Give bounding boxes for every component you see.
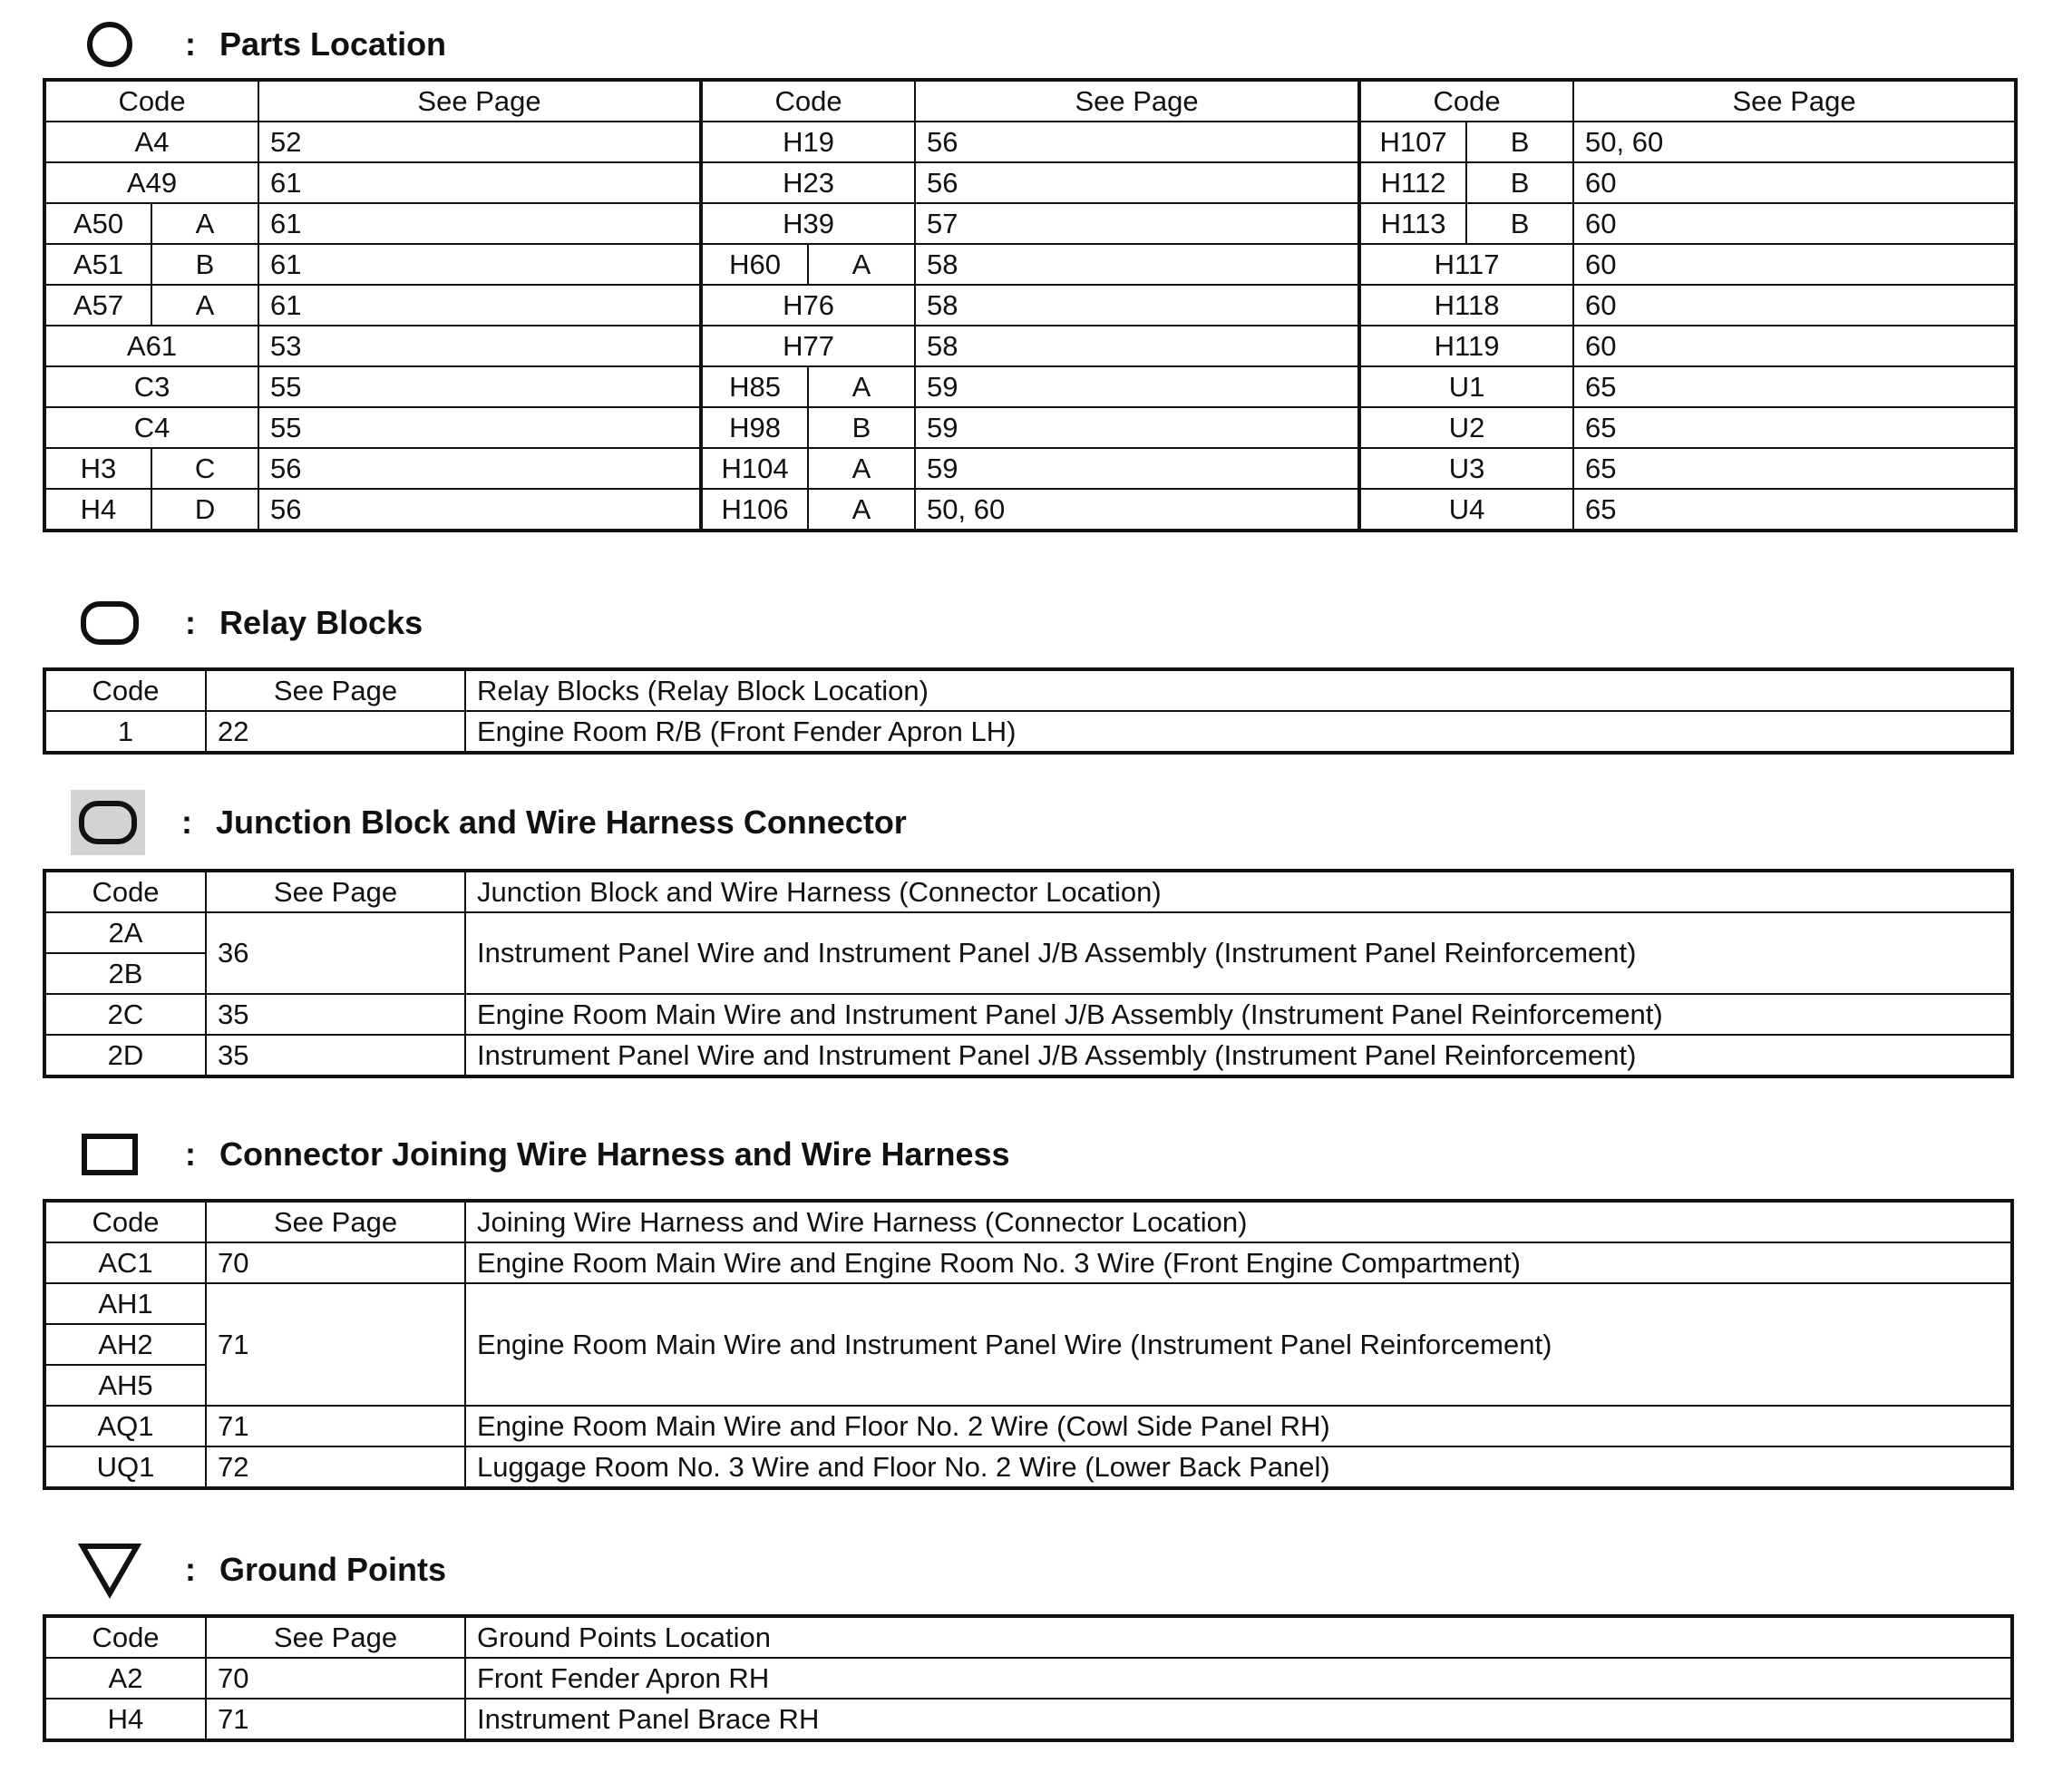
code-cell: AH2 <box>44 1324 206 1365</box>
see-page-cell: 60 <box>1573 244 2016 285</box>
see-page-cell: 58 <box>915 244 1359 285</box>
table-row <box>44 994 2012 1035</box>
see-page-cell: 50, 60 <box>1573 122 2016 162</box>
table-row <box>44 912 2012 953</box>
section-title: Parts Location <box>219 25 447 63</box>
code-cell: UQ1 <box>44 1446 206 1488</box>
description-cell: Engine Room R/B (Front Fender Apron LH) <box>465 711 2012 753</box>
column-header-code: Code <box>701 80 915 122</box>
see-page-cell: 60 <box>1573 285 2016 326</box>
sub-code-cell: D <box>151 489 258 531</box>
see-page-cell: 59 <box>915 407 1359 448</box>
code-cell: A57 <box>44 285 151 326</box>
see-page-cell: 50, 60 <box>915 489 1359 531</box>
code-cell: H117 <box>1359 244 1573 285</box>
see-page-cell: 59 <box>915 448 1359 489</box>
see-page-cell: 71 <box>206 1699 465 1740</box>
see-page-cell: 55 <box>258 366 701 407</box>
column-header-code: Code <box>44 669 206 711</box>
description-cell: Instrument Panel Wire and Instrument Panel J/B Assembly (Instrument Panel Reinforcement) <box>465 912 2012 994</box>
section-title: Junction Block and Wire Harness Connector <box>216 803 907 841</box>
sub-code-cell: A <box>808 489 915 531</box>
sub-code-cell: B <box>1466 162 1573 203</box>
column-header-code: Code <box>44 1616 206 1658</box>
see-page-cell: 55 <box>258 407 701 448</box>
description-cell: Engine Room Main Wire and Engine Room No. 3 Wire (Front Engine Compartment) <box>465 1242 2012 1283</box>
table-row <box>44 448 2016 489</box>
connector-joining-heading <box>71 1123 1010 1186</box>
code-cell: H4 <box>44 489 151 531</box>
see-page-cell: 61 <box>258 203 701 244</box>
column-header-see-page: See Page <box>1573 80 2016 122</box>
see-page-cell: 60 <box>1573 326 2016 366</box>
heading-colon: : <box>185 25 196 63</box>
table-row <box>44 203 2016 244</box>
see-page-cell: 56 <box>915 122 1359 162</box>
column-header-code: Code <box>44 80 258 122</box>
sub-code-cell: C <box>151 448 258 489</box>
see-page-cell: 61 <box>258 285 701 326</box>
see-page-cell: 70 <box>206 1242 465 1283</box>
code-cell: 2D <box>44 1035 206 1076</box>
see-page-cell: 22 <box>206 711 465 753</box>
sub-code-cell: B <box>808 407 915 448</box>
code-cell: H104 <box>701 448 808 489</box>
see-page-cell: 52 <box>258 122 701 162</box>
code-cell: 2B <box>44 953 206 994</box>
code-cell: AC1 <box>44 1242 206 1283</box>
column-header-description: Relay Blocks (Relay Block Location) <box>465 669 2012 711</box>
code-cell: 1 <box>44 711 206 753</box>
see-page-cell: 53 <box>258 326 701 366</box>
parts-location-table <box>43 78 2018 532</box>
code-cell: H76 <box>701 285 915 326</box>
see-page-cell: 56 <box>258 448 701 489</box>
table-row <box>44 285 2016 326</box>
sub-code-cell: B <box>1466 203 1573 244</box>
code-cell: U2 <box>1359 407 1573 448</box>
see-page-cell: 61 <box>258 244 701 285</box>
description-cell: Instrument Panel Brace RH <box>465 1699 2012 1740</box>
see-page-cell: 58 <box>915 326 1359 366</box>
code-cell: H23 <box>701 162 915 203</box>
column-header-see-page: See Page <box>258 80 701 122</box>
code-cell: H98 <box>701 407 808 448</box>
sub-code-cell: A <box>808 366 915 407</box>
column-header-see-page: See Page <box>915 80 1359 122</box>
heading-colon: : <box>185 604 196 641</box>
code-cell: 2C <box>44 994 206 1035</box>
description-cell: Engine Room Main Wire and Instrument Panel Wire (Instrument Panel Reinforcement) <box>465 1283 2012 1406</box>
code-cell: A4 <box>44 122 258 162</box>
table-row <box>44 1699 2012 1740</box>
sub-code-cell: B <box>1466 122 1573 162</box>
table-row <box>44 122 2016 162</box>
section-title: Connector Joining Wire Harness and Wire Harness <box>219 1135 1010 1173</box>
description-cell: Engine Room Main Wire and Floor No. 2 Wire (Cowl Side Panel RH) <box>465 1406 2012 1446</box>
table-header-row <box>44 80 2016 122</box>
code-cell: H19 <box>701 122 915 162</box>
table-row <box>44 1242 2012 1283</box>
heading-colon: : <box>185 1551 196 1588</box>
description-cell: Instrument Panel Wire and Instrument Panel J/B Assembly (Instrument Panel Reinforcement) <box>465 1035 2012 1076</box>
code-cell: AQ1 <box>44 1406 206 1446</box>
code-cell: H85 <box>701 366 808 407</box>
see-page-cell: 59 <box>915 366 1359 407</box>
code-cell: A61 <box>44 326 258 366</box>
code-cell: A49 <box>44 162 258 203</box>
table-row <box>44 326 2016 366</box>
table-row <box>44 162 2016 203</box>
code-cell: H113 <box>1359 203 1466 244</box>
see-page-cell: 35 <box>206 1035 465 1076</box>
table-header-row <box>44 1616 2012 1658</box>
see-page-cell: 58 <box>915 285 1359 326</box>
code-cell: U1 <box>1359 366 1573 407</box>
column-header-code: Code <box>44 1201 206 1242</box>
rounded-rectangle-icon <box>71 591 149 655</box>
table-row <box>44 407 2016 448</box>
code-cell: C3 <box>44 366 258 407</box>
table-header-row <box>44 669 2012 711</box>
column-header-description: Ground Points Location <box>465 1616 2012 1658</box>
table-header-row <box>44 1201 2012 1242</box>
column-header-code: Code <box>1359 80 1573 122</box>
table-row <box>44 489 2016 531</box>
table-header-row <box>44 871 2012 912</box>
sub-code-cell: A <box>808 448 915 489</box>
see-page-cell: 65 <box>1573 489 2016 531</box>
ground-points-table <box>43 1614 2014 1742</box>
sub-code-cell: A <box>151 285 258 326</box>
column-header-see-page: See Page <box>206 871 465 912</box>
table-row <box>44 244 2016 285</box>
table-row <box>44 1406 2012 1446</box>
relay-blocks-heading <box>71 591 423 655</box>
see-page-cell: 56 <box>258 489 701 531</box>
see-page-cell: 36 <box>206 912 465 994</box>
circle-icon <box>71 13 149 76</box>
see-page-cell: 71 <box>206 1283 465 1406</box>
code-cell: H106 <box>701 489 808 531</box>
code-cell: A51 <box>44 244 151 285</box>
code-cell: H119 <box>1359 326 1573 366</box>
code-cell: A2 <box>44 1658 206 1699</box>
see-page-cell: 61 <box>258 162 701 203</box>
code-cell: H107 <box>1359 122 1466 162</box>
code-cell: H118 <box>1359 285 1573 326</box>
table-row <box>44 1283 2012 1324</box>
parts-location-heading <box>71 13 446 76</box>
see-page-cell: 70 <box>206 1658 465 1699</box>
column-header-description: Junction Block and Wire Harness (Connector Location) <box>465 871 2012 912</box>
sub-code-cell: A <box>808 244 915 285</box>
see-page-cell: 65 <box>1573 448 2016 489</box>
table-row <box>44 1035 2012 1076</box>
code-cell: AH5 <box>44 1365 206 1406</box>
see-page-cell: 65 <box>1573 407 2016 448</box>
column-header-see-page: See Page <box>206 1201 465 1242</box>
see-page-cell: 60 <box>1573 162 2016 203</box>
see-page-cell: 60 <box>1573 203 2016 244</box>
relay-blocks-table <box>43 667 2014 755</box>
heading-colon: : <box>181 803 192 841</box>
code-cell: U4 <box>1359 489 1573 531</box>
junction-block-table <box>43 869 2014 1078</box>
section-title: Relay Blocks <box>219 604 423 641</box>
heading-colon: : <box>185 1135 196 1173</box>
table-row <box>44 1446 2012 1488</box>
description-cell: Engine Room Main Wire and Instrument Panel J/B Assembly (Instrument Panel Reinforcement) <box>465 994 2012 1035</box>
code-cell: H3 <box>44 448 151 489</box>
table-row <box>44 366 2016 407</box>
code-cell: H39 <box>701 203 915 244</box>
code-cell: C4 <box>44 407 258 448</box>
sub-code-cell: A <box>151 203 258 244</box>
code-cell: H60 <box>701 244 808 285</box>
rectangle-icon <box>71 1123 149 1186</box>
description-cell: Luggage Room No. 3 Wire and Floor No. 2 Wire (Lower Back Panel) <box>465 1446 2012 1488</box>
code-cell: H77 <box>701 326 915 366</box>
code-cell: 2A <box>44 912 206 953</box>
column-header-code: Code <box>44 871 206 912</box>
table-row <box>44 1658 2012 1699</box>
column-header-see-page: See Page <box>206 669 465 711</box>
see-page-cell: 35 <box>206 994 465 1035</box>
sub-code-cell: B <box>151 244 258 285</box>
code-cell: U3 <box>1359 448 1573 489</box>
column-header-description: Joining Wire Harness and Wire Harness (Connector Location) <box>465 1201 2012 1242</box>
shaded-rounded-rectangle-icon <box>71 790 145 855</box>
down-triangle-icon <box>71 1538 149 1602</box>
table-row <box>44 711 2012 753</box>
connector-joining-table <box>43 1199 2014 1490</box>
code-cell: AH1 <box>44 1283 206 1324</box>
code-cell: H112 <box>1359 162 1466 203</box>
see-page-cell: 71 <box>206 1406 465 1446</box>
see-page-cell: 65 <box>1573 366 2016 407</box>
code-cell: A50 <box>44 203 151 244</box>
see-page-cell: 57 <box>915 203 1359 244</box>
junction-block-heading <box>71 791 907 854</box>
section-title: Ground Points <box>219 1551 446 1588</box>
column-header-see-page: See Page <box>206 1616 465 1658</box>
ground-points-heading <box>71 1538 446 1602</box>
see-page-cell: 72 <box>206 1446 465 1488</box>
see-page-cell: 56 <box>915 162 1359 203</box>
code-cell: H4 <box>44 1699 206 1740</box>
description-cell: Front Fender Apron RH <box>465 1658 2012 1699</box>
